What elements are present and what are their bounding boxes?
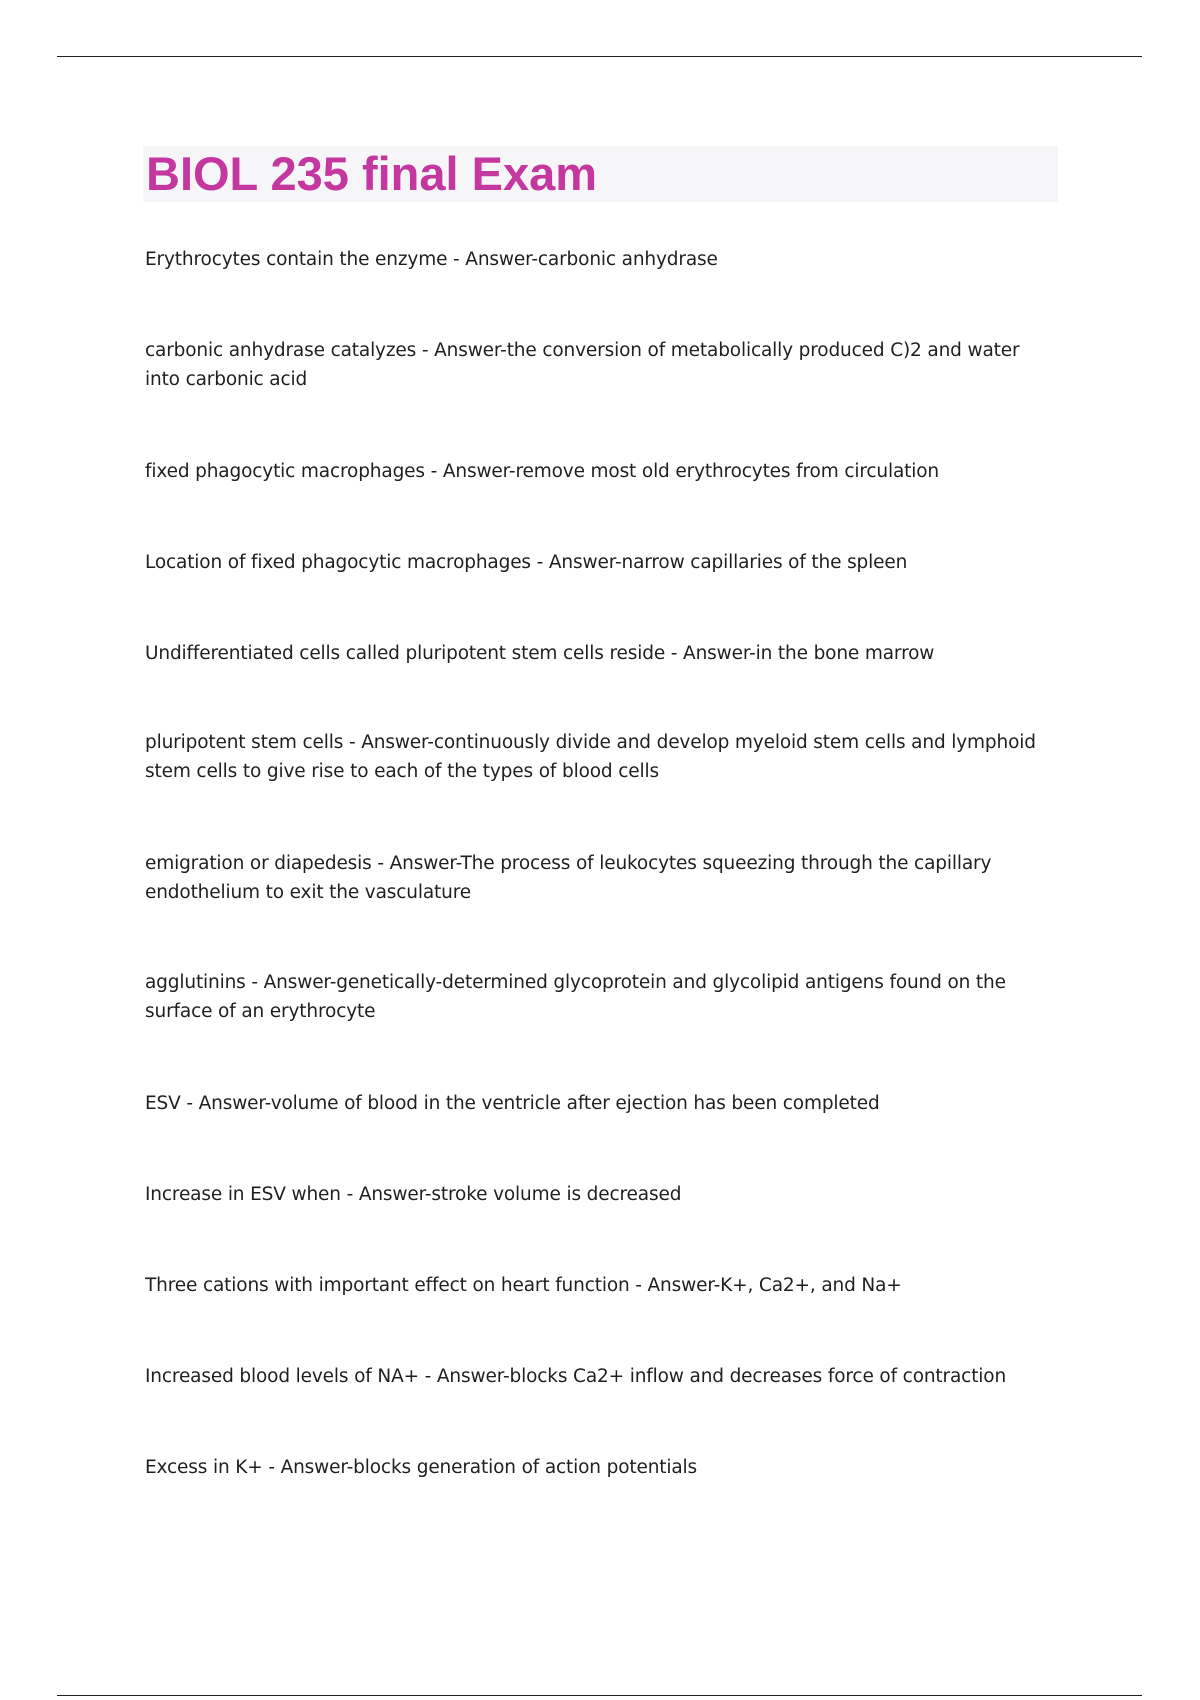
qa-item-sodium: Increased blood levels of NA+ - Answer-blocks Ca2+ inflow and decreases force of contraction: [145, 1366, 1007, 1387]
qa-item-erythrocyte-enzyme: Erythrocytes contain the enzyme - Answer-carbonic anhydrase: [145, 249, 718, 270]
qa-item-fixed-macrophages: fixed phagocytic macrophages - Answer-remove most old erythrocytes from circulation: [145, 461, 939, 482]
page-title: BIOL 235 final Exam: [146, 147, 598, 200]
qa-item-agglutinins: agglutinins - Answer-genetically-determined glycoprotein and glycolipid antigens found on the surface of an erythrocyte: [145, 972, 1006, 1022]
qa-item-macrophage-location: Location of fixed phagocytic macrophages - Answer-narrow capillaries of the spleen: [145, 552, 908, 573]
qa-item-carbonic-anhydrase: carbonic anhydrase catalyzes - Answer-the conversion of metabolically produced C)2 and water into carbonic acid: [145, 340, 1020, 390]
qa-item-cations: Three cations with important effect on heart function - Answer-K+, Ca2+, and Na+: [145, 1275, 902, 1296]
bottom-rule: [57, 1695, 1142, 1696]
qa-item-esv: ESV - Answer-volume of blood in the ventricle after ejection has been completed: [145, 1093, 880, 1114]
qa-item-diapedesis: emigration or diapedesis - Answer-The process of leukocytes squeezing through the capillary endothelium to exit the vasculature: [145, 853, 992, 903]
qa-item-esv-increase: Increase in ESV when - Answer-stroke volume is decreased: [145, 1184, 682, 1205]
qa-item-pluripotent-stem-cells: pluripotent stem cells - Answer-continuously divide and develop myeloid stem cells and lymphoid stem cells to give rise to each of the types of blood cells: [145, 732, 1036, 782]
qa-item-stem-cell-location: Undifferentiated cells called pluripotent stem cells reside - Answer-in the bone marrow: [145, 643, 935, 664]
top-rule: [57, 56, 1142, 57]
qa-item-potassium: Excess in K+ - Answer-blocks generation of action potentials: [145, 1457, 698, 1478]
